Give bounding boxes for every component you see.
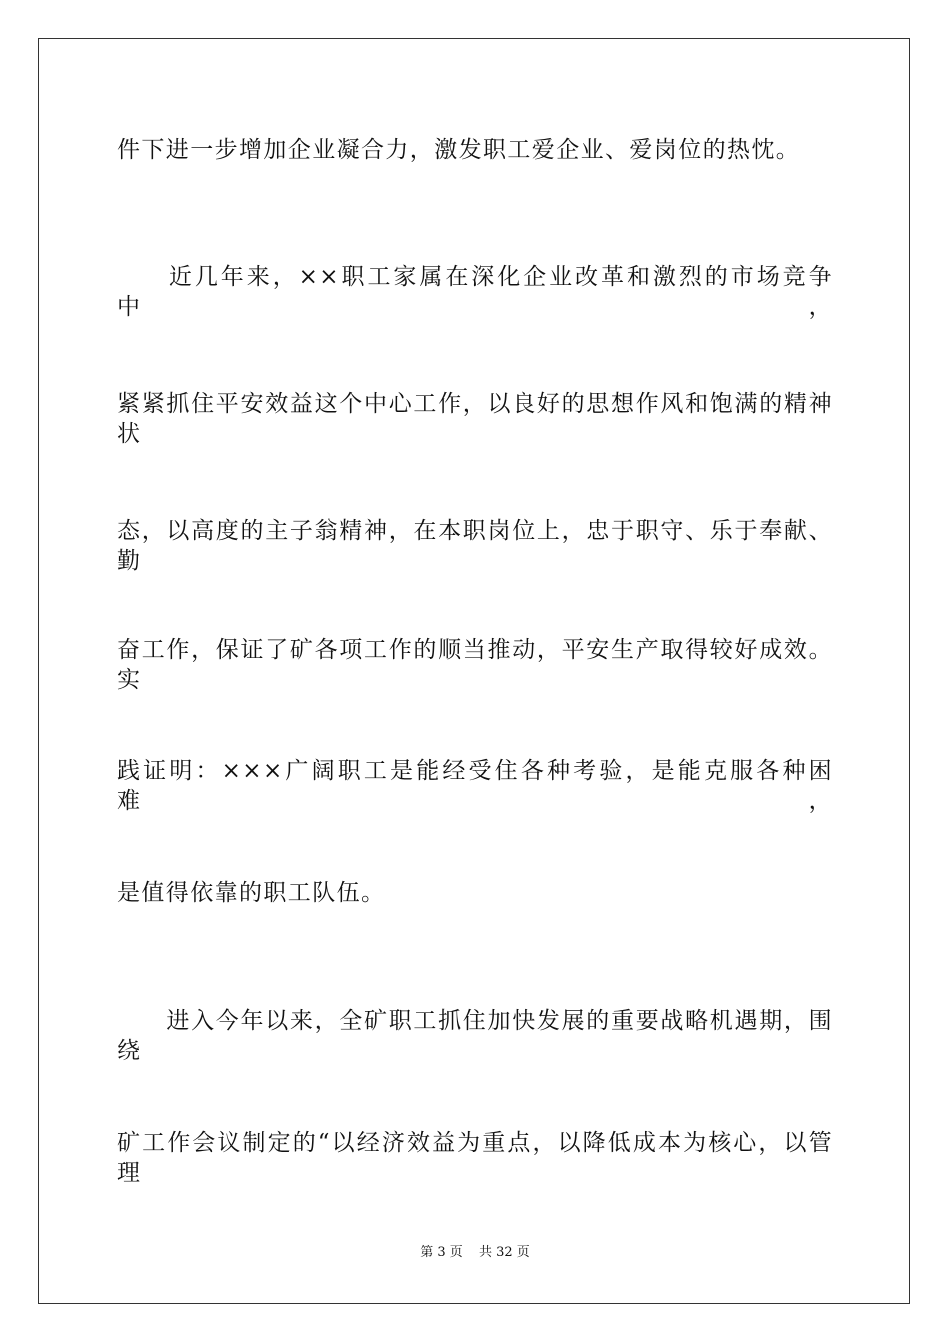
page-number-total: 共 32 页 xyxy=(478,1245,530,1260)
text-line-9: 矿工作会议制定的“以经济效益为重点，以降低成本为核心，以管理 xyxy=(117,1130,833,1186)
text-line-8: 进入今年以来，全矿职工抓住加快发展的重要战略机遇期，围绕 xyxy=(117,1008,833,1064)
text-line-3: 紧紧抓住平安效益这个中心工作，以良好的思想作风和饱满的精神状 xyxy=(117,391,833,447)
text-line-4: 态，以高度的主子翁精神，在本职岗位上，忠于职守、乐于奉献、勤 xyxy=(117,518,833,574)
text-line-2: 近几年来，××职工家属在深化企业改革和激烈的市场竞争中， xyxy=(117,264,833,320)
page-number-current: 第 3 页 xyxy=(420,1245,463,1260)
text-line-1: 件下进一步增加企业凝合力，激发职工爱企业、爱岗位的热忱。 xyxy=(117,137,801,163)
text-line-6: 践证明：×××广阔职工是能经受住各种考验，是能克服各种困难， xyxy=(117,758,833,814)
page-footer xyxy=(0,1245,950,1261)
text-line-7: 是值得依靠的职工队伍。 xyxy=(117,880,386,906)
text-line-5: 奋工作，保证了矿各项工作的顺当推动，平安生产取得较好成效。实 xyxy=(117,637,833,693)
